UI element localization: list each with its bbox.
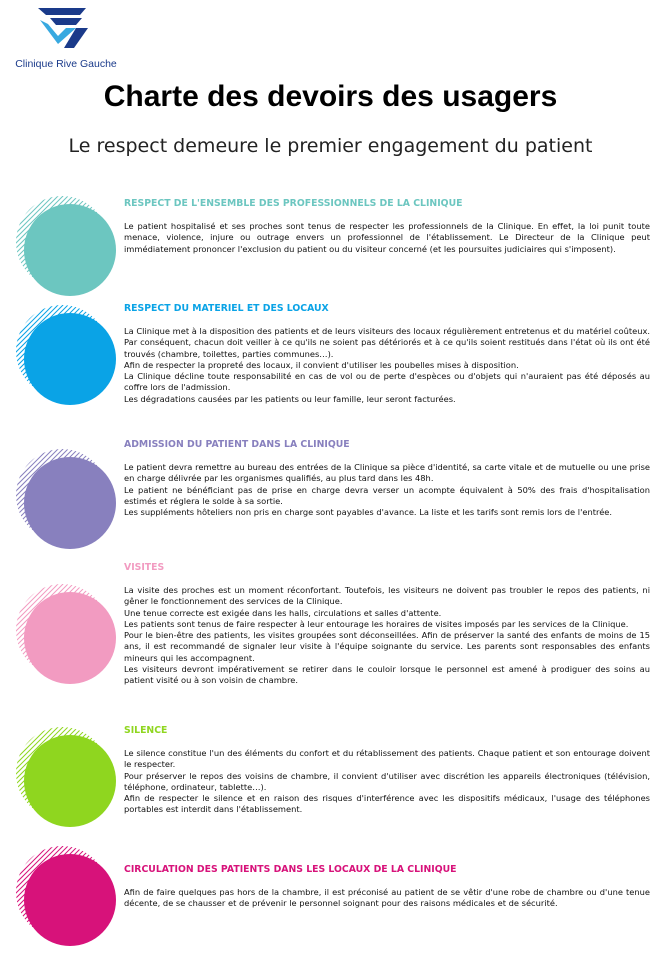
hatch-line [10, 303, 20, 413]
section-paragraph: Le patient ne bénéficiant pas de prise en charge devra verser un acompte équivalent à 50% des frais d'hospitalisation estimés et réglera le solde à sa sortie. [124, 484, 650, 506]
section-title: VISITES [124, 562, 165, 573]
page-title: Charte des devoirs des usagers [103, 80, 558, 113]
hatch-line [10, 582, 25, 692]
hatch-line [10, 447, 20, 557]
hatch-line [10, 725, 25, 835]
hatched-circle-icon [10, 303, 130, 413]
hatch-line [10, 194, 15, 304]
section-paragraph: La Clinique décline toute responsabilité en cas de vol ou de perte d'espèces ou d'objets qui n'auraient pas été déposés au coffre lors de l'admission. [124, 371, 650, 393]
section-paragraph: Une tenue correcte est exigée dans les halls, circulations et salles d'attente. [124, 607, 442, 618]
page-subtitle: Le respect demeure le premier engagement du patient [68, 135, 593, 157]
section-paragraph: Afin de faire quelques pas hors de la chambre, il est préconisé au patient de se vêtir d'une robe de chambre ou d'une tenue décente, de se chausser et de prévenir le personnel soignant pour des raisons médicales et de sécurité. [124, 887, 650, 909]
clinic-logo-text: Clinique Rive Gauche [15, 58, 117, 70]
hatched-circle-icon [10, 582, 130, 692]
hatch-line [10, 725, 15, 835]
filled-circle [24, 204, 116, 296]
section-circle-icon [10, 844, 130, 954]
section-paragraph: Pour préserver le repos des voisins de chambre, il convient d'utiliser avec discrétion les appareils électroniques (télévision, téléphone, ordinateur, tablette…). [124, 770, 650, 792]
section-paragraph: La visite des proches est un moment réconfortant. Toutefois, les visiteurs ne doivent pas troubler le repos des patients, ni gêner le fonctionnement des services de la Clinique. [124, 585, 650, 607]
hatched-circle-icon [10, 447, 130, 557]
section-paragraph: Afin de respecter la propreté des locaux, il convient d'utiliser les poubelles mises à disposition. [124, 359, 519, 370]
section-paragraph: Le patient hospitalisé et ses proches sont tenus de respecter les professionnels de la Clinique. En effet, la loi punit toute menace, violence, injure ou outrage envers un professionnel de l'établissement. Le Directeur de la Clinique peut immédiatement prononcer l'exclusion du patient ou du visiteur concerné (et les poursuites judiciaires qui s'imposent). [124, 221, 650, 254]
section-paragraph: Le silence constitue l'un des éléments du confort et du rétablissement des patients. Chaque patient et son entourage doivent le respecter. [124, 748, 650, 770]
hatch-line [10, 194, 25, 304]
section-body [124, 585, 650, 687]
filled-circle [24, 313, 116, 405]
section-circle-icon [10, 447, 130, 557]
section-paragraph: Les patients sont tenus de faire respecter à leur entourage les horaires de visites imposés par les services de la Clinique. [124, 618, 629, 629]
section-paragraph: La Clinique met à la disposition des patients et de leurs visiteurs des locaux régulièrement entretenus et du matériel coûteux. Par conséquent, chacun doit veiller à ce qu'ils ne soient pas détériorés et à ce qu'ils soient restitués dans l'état où ils ont été trouvés (chambre, toilettes, parties communes…). [124, 326, 650, 359]
filled-circle [24, 457, 116, 549]
section-paragraph: Les visiteurs devront impérativement se retirer dans le couloir lorsque le personnel est amené à prodiguer des soins au patient visité ou à son voisin de chambre. [124, 664, 650, 686]
hatch-line [10, 303, 25, 413]
hatch-line [10, 725, 20, 835]
section-paragraph: Le patient devra remettre au bureau des entrées de la Clinique sa pièce d'identité, sa carte vitale et de mutuelle ou une prise en charge délivrée par les organismes qualifiés, au plus tard dans les 48h. [124, 462, 650, 484]
clinic-logo [6, 6, 126, 70]
section-body [124, 221, 650, 255]
section-body [124, 748, 650, 816]
section-circle-icon [10, 725, 130, 835]
hatch-line [10, 194, 20, 304]
section-circle-icon [10, 194, 130, 304]
hatched-circle-icon [10, 194, 130, 304]
hatch-line [10, 303, 15, 413]
hatched-circle-icon [10, 725, 130, 835]
section-title: RESPECT DU MATERIEL ET DES LOCAUX [124, 303, 329, 314]
section-title: RESPECT DE L'ENSEMBLE DES PROFESSIONNELS DE LA CLINIQUE [124, 198, 463, 209]
logo-mark-icon [36, 6, 94, 52]
filled-circle [24, 592, 116, 684]
hatch-line [10, 844, 20, 954]
section-body [124, 462, 650, 518]
hatch-line [10, 447, 15, 557]
hatch-line [10, 844, 25, 954]
section-title: CIRCULATION DES PATIENTS DANS LES LOCAUX DE LA CLINIQUE [124, 864, 457, 875]
filled-circle [24, 735, 116, 827]
section-paragraph: Pour le bien-être des patients, les visites groupées sont déconseillées. Afin de préserver la santé des enfants de moins de 15 ans, il est recommandé de signaler leur visite à l'équipe soignante du service. Les parents sont responsables des enfants mineurs qui les accompagnent. [124, 630, 650, 663]
section-paragraph: Les suppléments hôteliers non pris en charge sont payables d'avance. La liste et les tarifs sont remis lors de l'entrée. [124, 507, 613, 518]
section-body [124, 326, 650, 405]
hatched-circle-icon [10, 844, 130, 954]
section-title: ADMISSION DU PATIENT DANS LA CLINIQUE [124, 439, 350, 450]
hatch-line [10, 582, 20, 692]
section-circle-icon [10, 303, 130, 413]
section-paragraph: Afin de respecter le silence et en raison des risques d'interférence avec les dispositifs médicaux, l'usage des téléphones portables est interdit dans l'établissement. [124, 793, 650, 815]
filled-circle [24, 854, 116, 946]
section-body [124, 887, 650, 910]
section-circle-icon [10, 582, 130, 692]
hatch-line [10, 447, 25, 557]
section-paragraph: Les dégradations causées par les patients ou leur famille, leur seront facturées. [124, 393, 456, 404]
hatch-line [10, 582, 15, 692]
section-title: SILENCE [124, 725, 168, 736]
hatch-line [10, 844, 15, 954]
